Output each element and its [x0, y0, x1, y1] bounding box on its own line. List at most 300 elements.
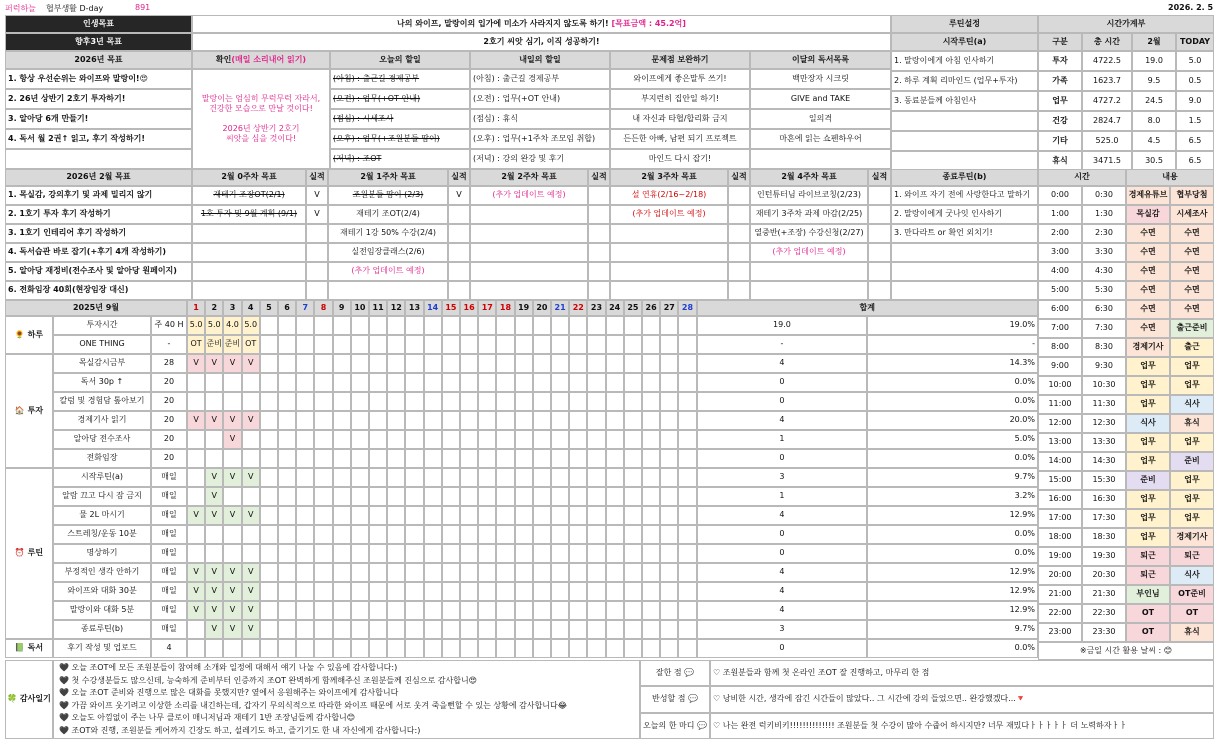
habit-day-cell[interactable] — [642, 449, 660, 468]
habit-day-cell[interactable] — [496, 316, 514, 335]
habit-day-cell[interactable] — [624, 582, 642, 601]
habit-day-cell[interactable] — [569, 506, 587, 525]
habit-day-cell[interactable]: 4.0 — [223, 316, 241, 335]
habit-day-cell[interactable] — [624, 468, 642, 487]
habit-day-cell[interactable]: V — [205, 601, 223, 620]
habit-day-cell[interactable] — [606, 335, 624, 354]
habit-day-cell[interactable] — [442, 582, 460, 601]
habit-day-cell[interactable] — [314, 449, 332, 468]
habit-day-cell[interactable] — [278, 601, 296, 620]
habit-day-cell[interactable] — [533, 601, 551, 620]
habit-day-cell[interactable] — [460, 601, 478, 620]
habit-day-cell[interactable] — [569, 487, 587, 506]
habit-day-cell[interactable] — [478, 601, 496, 620]
habit-day-cell[interactable] — [624, 639, 642, 658]
habit-day-cell[interactable] — [369, 639, 387, 658]
habit-day-cell[interactable] — [351, 544, 369, 563]
habit-day-cell[interactable]: V — [205, 582, 223, 601]
habit-day-cell[interactable] — [278, 411, 296, 430]
habit-day-cell[interactable] — [278, 506, 296, 525]
habit-day-cell[interactable] — [296, 430, 314, 449]
habit-day-cell[interactable] — [624, 335, 642, 354]
habit-day-cell[interactable]: V — [242, 582, 260, 601]
habit-day-cell[interactable] — [606, 354, 624, 373]
habit-day-cell[interactable] — [569, 563, 587, 582]
habit-day-cell[interactable]: V — [242, 601, 260, 620]
habit-day-cell[interactable] — [660, 373, 678, 392]
habit-day-cell[interactable] — [478, 392, 496, 411]
habit-day-cell[interactable] — [515, 563, 533, 582]
habit-day-cell[interactable] — [424, 373, 442, 392]
habit-day-cell[interactable] — [460, 563, 478, 582]
habit-day-cell[interactable] — [278, 335, 296, 354]
habit-day-cell[interactable]: V — [223, 620, 241, 639]
habit-day-cell[interactable] — [478, 544, 496, 563]
habit-day-cell[interactable] — [278, 563, 296, 582]
habit-day-cell[interactable] — [387, 506, 405, 525]
habit-day-cell[interactable] — [351, 582, 369, 601]
habit-day-cell[interactable] — [624, 487, 642, 506]
habit-day-cell[interactable] — [314, 487, 332, 506]
habit-day-cell[interactable] — [678, 316, 696, 335]
habit-day-cell[interactable] — [442, 601, 460, 620]
habit-day-cell[interactable]: V — [205, 468, 223, 487]
habit-day-cell[interactable] — [533, 468, 551, 487]
habit-day-cell[interactable] — [387, 563, 405, 582]
habit-day-cell[interactable] — [314, 601, 332, 620]
habit-day-cell[interactable] — [606, 601, 624, 620]
habit-day-cell[interactable] — [405, 354, 423, 373]
habit-day-cell[interactable] — [515, 620, 533, 639]
habit-day-cell[interactable] — [442, 525, 460, 544]
habit-day-cell[interactable] — [424, 392, 442, 411]
habit-day-cell[interactable] — [678, 525, 696, 544]
habit-day-cell[interactable] — [387, 392, 405, 411]
habit-day-cell[interactable] — [569, 468, 587, 487]
habit-day-cell[interactable] — [405, 373, 423, 392]
habit-day-cell[interactable] — [660, 620, 678, 639]
habit-day-cell[interactable] — [187, 639, 205, 658]
habit-day-cell[interactable]: V — [205, 563, 223, 582]
habit-day-cell[interactable]: V — [187, 506, 205, 525]
habit-day-cell[interactable] — [351, 487, 369, 506]
habit-day-cell[interactable] — [660, 544, 678, 563]
habit-day-cell[interactable] — [660, 563, 678, 582]
habit-day-cell[interactable]: V — [205, 354, 223, 373]
habit-day-cell[interactable] — [624, 430, 642, 449]
habit-day-cell[interactable] — [314, 373, 332, 392]
habit-day-cell[interactable] — [296, 449, 314, 468]
habit-day-cell[interactable] — [642, 468, 660, 487]
habit-day-cell[interactable] — [424, 601, 442, 620]
habit-day-cell[interactable] — [642, 506, 660, 525]
habit-day-cell[interactable]: V — [242, 468, 260, 487]
habit-day-cell[interactable] — [678, 563, 696, 582]
habit-day-cell[interactable] — [242, 373, 260, 392]
habit-day-cell[interactable] — [478, 411, 496, 430]
habit-day-cell[interactable] — [223, 392, 241, 411]
habit-day-cell[interactable] — [642, 316, 660, 335]
habit-day-cell[interactable] — [660, 525, 678, 544]
habit-day-cell[interactable] — [551, 468, 569, 487]
habit-day-cell[interactable] — [314, 392, 332, 411]
habit-day-cell[interactable] — [606, 525, 624, 544]
habit-day-cell[interactable] — [642, 335, 660, 354]
habit-day-cell[interactable] — [587, 316, 605, 335]
habit-day-cell[interactable] — [314, 582, 332, 601]
habit-day-cell[interactable] — [223, 525, 241, 544]
habit-day-cell[interactable] — [478, 563, 496, 582]
habit-day-cell[interactable] — [187, 468, 205, 487]
habit-day-cell[interactable] — [678, 335, 696, 354]
habit-day-cell[interactable] — [587, 544, 605, 563]
habit-day-cell[interactable] — [551, 392, 569, 411]
habit-day-cell[interactable] — [515, 354, 533, 373]
habit-day-cell[interactable] — [260, 411, 278, 430]
habit-day-cell[interactable] — [478, 639, 496, 658]
habit-day-cell[interactable] — [678, 411, 696, 430]
habit-day-cell[interactable] — [187, 392, 205, 411]
habit-day-cell[interactable] — [242, 639, 260, 658]
habit-day-cell[interactable] — [642, 582, 660, 601]
habit-day-cell[interactable] — [351, 411, 369, 430]
habit-day-cell[interactable] — [424, 525, 442, 544]
habit-day-cell[interactable] — [442, 487, 460, 506]
habit-day-cell[interactable] — [569, 525, 587, 544]
habit-day-cell[interactable] — [660, 639, 678, 658]
habit-day-cell[interactable] — [260, 506, 278, 525]
habit-day-cell[interactable] — [496, 544, 514, 563]
habit-day-cell[interactable] — [478, 506, 496, 525]
habit-day-cell[interactable] — [442, 335, 460, 354]
habit-day-cell[interactable] — [296, 392, 314, 411]
habit-day-cell[interactable] — [515, 525, 533, 544]
habit-day-cell[interactable] — [369, 525, 387, 544]
habit-day-cell[interactable] — [533, 563, 551, 582]
habit-day-cell[interactable] — [314, 354, 332, 373]
habit-day-cell[interactable] — [278, 354, 296, 373]
habit-day-cell[interactable] — [660, 411, 678, 430]
habit-day-cell[interactable] — [296, 620, 314, 639]
habit-day-cell[interactable] — [333, 563, 351, 582]
habit-day-cell[interactable] — [460, 525, 478, 544]
habit-day-cell[interactable] — [314, 316, 332, 335]
habit-day-cell[interactable] — [187, 544, 205, 563]
habit-day-cell[interactable]: OT — [187, 335, 205, 354]
habit-day-cell[interactable] — [569, 582, 587, 601]
habit-day-cell[interactable] — [260, 392, 278, 411]
habit-day-cell[interactable]: 준비 — [205, 335, 223, 354]
habit-day-cell[interactable] — [660, 335, 678, 354]
habit-day-cell[interactable] — [333, 468, 351, 487]
habit-day-cell[interactable] — [296, 468, 314, 487]
habit-day-cell[interactable] — [333, 487, 351, 506]
habit-day-cell[interactable] — [314, 335, 332, 354]
habit-day-cell[interactable] — [333, 582, 351, 601]
habit-day-cell[interactable] — [533, 430, 551, 449]
habit-day-cell[interactable] — [642, 525, 660, 544]
habit-day-cell[interactable] — [296, 563, 314, 582]
habit-day-cell[interactable] — [333, 620, 351, 639]
habit-day-cell[interactable] — [533, 639, 551, 658]
habit-day-cell[interactable] — [587, 620, 605, 639]
habit-day-cell[interactable] — [533, 506, 551, 525]
habit-day-cell[interactable] — [223, 487, 241, 506]
habit-day-cell[interactable] — [587, 411, 605, 430]
habit-day-cell[interactable] — [369, 468, 387, 487]
habit-day-cell[interactable] — [569, 411, 587, 430]
habit-day-cell[interactable]: V — [205, 411, 223, 430]
habit-day-cell[interactable] — [587, 525, 605, 544]
habit-day-cell[interactable] — [405, 449, 423, 468]
habit-day-cell[interactable] — [606, 411, 624, 430]
habit-day-cell[interactable] — [551, 316, 569, 335]
habit-day-cell[interactable] — [478, 430, 496, 449]
habit-day-cell[interactable] — [496, 392, 514, 411]
habit-day-cell[interactable] — [205, 430, 223, 449]
habit-day-cell[interactable] — [624, 563, 642, 582]
habit-day-cell[interactable] — [606, 563, 624, 582]
habit-day-cell[interactable] — [296, 639, 314, 658]
habit-day-cell[interactable]: 5.0 — [242, 316, 260, 335]
habit-day-cell[interactable] — [606, 373, 624, 392]
habit-day-cell[interactable] — [242, 449, 260, 468]
habit-day-cell[interactable] — [587, 563, 605, 582]
habit-day-cell[interactable] — [460, 430, 478, 449]
habit-day-cell[interactable] — [551, 620, 569, 639]
habit-day-cell[interactable] — [351, 601, 369, 620]
habit-day-cell[interactable] — [551, 506, 569, 525]
habit-day-cell[interactable] — [642, 411, 660, 430]
habit-day-cell[interactable] — [278, 639, 296, 658]
habit-day-cell[interactable] — [387, 354, 405, 373]
habit-day-cell[interactable] — [642, 392, 660, 411]
habit-day-cell[interactable] — [460, 411, 478, 430]
habit-day-cell[interactable]: V — [187, 582, 205, 601]
habit-day-cell[interactable] — [405, 639, 423, 658]
habit-day-cell[interactable] — [533, 354, 551, 373]
habit-day-cell[interactable] — [533, 487, 551, 506]
habit-day-cell[interactable] — [387, 544, 405, 563]
habit-day-cell[interactable] — [678, 354, 696, 373]
habit-day-cell[interactable] — [587, 601, 605, 620]
habit-day-cell[interactable] — [551, 544, 569, 563]
habit-day-cell[interactable] — [460, 335, 478, 354]
habit-day-cell[interactable] — [405, 506, 423, 525]
habit-day-cell[interactable] — [333, 335, 351, 354]
habit-day-cell[interactable] — [533, 392, 551, 411]
habit-day-cell[interactable] — [387, 487, 405, 506]
habit-day-cell[interactable] — [515, 468, 533, 487]
habit-day-cell[interactable] — [606, 620, 624, 639]
habit-day-cell[interactable] — [405, 525, 423, 544]
habit-day-cell[interactable] — [424, 620, 442, 639]
habit-day-cell[interactable] — [223, 449, 241, 468]
habit-day-cell[interactable] — [260, 544, 278, 563]
habit-day-cell[interactable] — [405, 468, 423, 487]
habit-day-cell[interactable] — [242, 430, 260, 449]
habit-day-cell[interactable] — [642, 601, 660, 620]
habit-day-cell[interactable]: V — [242, 506, 260, 525]
habit-day-cell[interactable] — [460, 639, 478, 658]
habit-day-cell[interactable] — [642, 639, 660, 658]
habit-day-cell[interactable] — [369, 392, 387, 411]
habit-day-cell[interactable] — [460, 373, 478, 392]
habit-day-cell[interactable] — [606, 582, 624, 601]
habit-day-cell[interactable]: V — [223, 468, 241, 487]
habit-day-cell[interactable] — [496, 639, 514, 658]
habit-day-cell[interactable] — [260, 335, 278, 354]
habit-day-cell[interactable] — [515, 335, 533, 354]
habit-day-cell[interactable] — [606, 392, 624, 411]
habit-day-cell[interactable] — [587, 354, 605, 373]
habit-day-cell[interactable] — [278, 430, 296, 449]
habit-day-cell[interactable] — [496, 430, 514, 449]
habit-day-cell[interactable]: V — [223, 506, 241, 525]
habit-day-cell[interactable] — [515, 601, 533, 620]
habit-day-cell[interactable] — [351, 430, 369, 449]
habit-day-cell[interactable] — [660, 354, 678, 373]
habit-day-cell[interactable] — [678, 392, 696, 411]
habit-day-cell[interactable] — [478, 468, 496, 487]
habit-day-cell[interactable] — [296, 335, 314, 354]
habit-day-cell[interactable] — [333, 316, 351, 335]
habit-day-cell[interactable] — [405, 620, 423, 639]
habit-day-cell[interactable] — [424, 411, 442, 430]
habit-day-cell[interactable]: V — [223, 411, 241, 430]
habit-day-cell[interactable] — [642, 544, 660, 563]
habit-day-cell[interactable] — [460, 449, 478, 468]
habit-day-cell[interactable] — [642, 620, 660, 639]
habit-day-cell[interactable] — [260, 601, 278, 620]
habit-day-cell[interactable] — [351, 316, 369, 335]
habit-day-cell[interactable] — [314, 506, 332, 525]
habit-day-cell[interactable] — [296, 525, 314, 544]
habit-day-cell[interactable] — [624, 411, 642, 430]
habit-day-cell[interactable] — [314, 639, 332, 658]
habit-day-cell[interactable] — [187, 373, 205, 392]
habit-day-cell[interactable] — [551, 525, 569, 544]
habit-day-cell[interactable] — [533, 620, 551, 639]
habit-day-cell[interactable] — [624, 601, 642, 620]
habit-day-cell[interactable]: V — [223, 430, 241, 449]
habit-day-cell[interactable] — [533, 449, 551, 468]
habit-day-cell[interactable] — [314, 468, 332, 487]
habit-day-cell[interactable] — [387, 639, 405, 658]
habit-day-cell[interactable] — [496, 601, 514, 620]
habit-day-cell[interactable] — [405, 487, 423, 506]
habit-day-cell[interactable] — [387, 335, 405, 354]
habit-day-cell[interactable]: V — [187, 563, 205, 582]
habit-day-cell[interactable] — [278, 468, 296, 487]
habit-day-cell[interactable] — [678, 373, 696, 392]
habit-day-cell[interactable] — [642, 487, 660, 506]
habit-day-cell[interactable] — [642, 563, 660, 582]
habit-day-cell[interactable]: V — [187, 411, 205, 430]
habit-day-cell[interactable] — [587, 468, 605, 487]
habit-day-cell[interactable] — [478, 487, 496, 506]
habit-day-cell[interactable] — [478, 582, 496, 601]
habit-day-cell[interactable] — [260, 525, 278, 544]
habit-day-cell[interactable] — [205, 525, 223, 544]
habit-day-cell[interactable] — [424, 316, 442, 335]
habit-day-cell[interactable]: V — [205, 620, 223, 639]
habit-day-cell[interactable] — [660, 392, 678, 411]
habit-day-cell[interactable]: V — [187, 601, 205, 620]
habit-day-cell[interactable] — [478, 449, 496, 468]
habit-day-cell[interactable] — [551, 582, 569, 601]
habit-day-cell[interactable] — [624, 544, 642, 563]
habit-day-cell[interactable] — [278, 525, 296, 544]
habit-day-cell[interactable]: V — [223, 601, 241, 620]
habit-day-cell[interactable] — [496, 620, 514, 639]
habit-day-cell[interactable] — [587, 582, 605, 601]
habit-day-cell[interactable] — [369, 354, 387, 373]
habit-day-cell[interactable] — [478, 335, 496, 354]
habit-day-cell[interactable] — [551, 601, 569, 620]
habit-day-cell[interactable] — [369, 373, 387, 392]
habit-day-cell[interactable] — [478, 620, 496, 639]
habit-day-cell[interactable] — [296, 316, 314, 335]
habit-day-cell[interactable] — [551, 563, 569, 582]
habit-day-cell[interactable] — [587, 335, 605, 354]
habit-day-cell[interactable] — [678, 506, 696, 525]
habit-day-cell[interactable] — [569, 392, 587, 411]
habit-day-cell[interactable] — [314, 620, 332, 639]
habit-day-cell[interactable] — [478, 525, 496, 544]
habit-day-cell[interactable] — [533, 525, 551, 544]
habit-day-cell[interactable] — [624, 506, 642, 525]
habit-day-cell[interactable] — [260, 468, 278, 487]
habit-day-cell[interactable] — [515, 487, 533, 506]
habit-day-cell[interactable] — [351, 373, 369, 392]
habit-day-cell[interactable] — [278, 620, 296, 639]
habit-day-cell[interactable] — [587, 506, 605, 525]
habit-day-cell[interactable] — [260, 620, 278, 639]
habit-day-cell[interactable] — [660, 316, 678, 335]
habit-day-cell[interactable] — [496, 563, 514, 582]
habit-day-cell[interactable] — [424, 563, 442, 582]
habit-day-cell[interactable] — [351, 335, 369, 354]
habit-day-cell[interactable] — [442, 506, 460, 525]
habit-day-cell[interactable] — [296, 544, 314, 563]
habit-day-cell[interactable] — [587, 449, 605, 468]
habit-day-cell[interactable] — [387, 620, 405, 639]
habit-day-cell[interactable] — [260, 354, 278, 373]
habit-day-cell[interactable] — [223, 639, 241, 658]
habit-day-cell[interactable] — [606, 544, 624, 563]
habit-day-cell[interactable] — [387, 373, 405, 392]
habit-day-cell[interactable]: V — [187, 354, 205, 373]
habit-day-cell[interactable] — [278, 544, 296, 563]
habit-day-cell[interactable] — [442, 411, 460, 430]
habit-day-cell[interactable] — [496, 354, 514, 373]
habit-day-cell[interactable] — [460, 316, 478, 335]
habit-day-cell[interactable] — [606, 639, 624, 658]
habit-day-cell[interactable] — [533, 411, 551, 430]
habit-day-cell[interactable] — [387, 468, 405, 487]
habit-day-cell[interactable] — [314, 430, 332, 449]
habit-day-cell[interactable] — [442, 639, 460, 658]
habit-day-cell[interactable] — [678, 582, 696, 601]
habit-day-cell[interactable] — [478, 354, 496, 373]
habit-day-cell[interactable] — [424, 468, 442, 487]
habit-day-cell[interactable] — [551, 411, 569, 430]
habit-day-cell[interactable] — [187, 620, 205, 639]
habit-day-cell[interactable] — [314, 525, 332, 544]
habit-day-cell[interactable] — [587, 487, 605, 506]
habit-day-cell[interactable] — [515, 506, 533, 525]
